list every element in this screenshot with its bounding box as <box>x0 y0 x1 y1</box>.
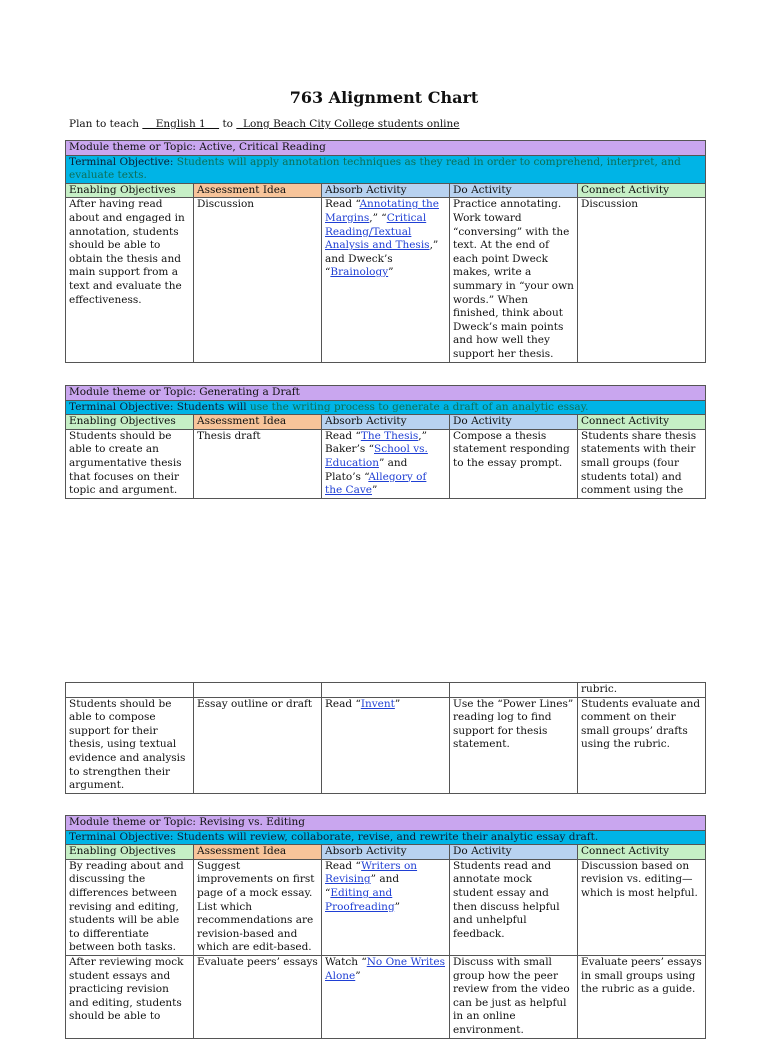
terminal-objective <box>66 400 706 415</box>
header-connect-activity: Connect Activity <box>578 845 706 860</box>
absorb-text: ,” Baker’s “ <box>325 429 427 456</box>
link-invent[interactable]: Invent <box>360 697 395 710</box>
absorb-text: Read “ <box>325 859 362 872</box>
cell-assessment: Essay outline or draft <box>194 697 322 793</box>
cell-do: Practice annotating. Work toward “conversing” with the text. At the end of each point Dweck makes, write a summary in “your own words.” When finished, think about Dweck’s main points and how well they support her thesis. <box>450 198 578 362</box>
header-do-activity: Do Activity <box>450 845 578 860</box>
cell-connect: Evaluate peers’ essays in small groups using the rubric as a guide. <box>578 955 706 1038</box>
absorb-text: ,” and Dweck’s “ <box>325 239 439 279</box>
header-enabling-objectives: Enabling Objectives <box>66 415 194 430</box>
link-brainology[interactable]: Brainology <box>330 266 389 279</box>
absorb-text: ” <box>394 697 401 710</box>
cell-objective <box>66 683 194 698</box>
module-theme: Module theme or Topic: Generating a Draft <box>66 386 706 401</box>
header-connect-activity: Connect Activity <box>578 415 706 430</box>
header-absorb-activity: Absorb Activity <box>322 415 450 430</box>
absorb-text: ” <box>371 484 378 497</box>
header-do-activity: Do Activity <box>450 183 578 198</box>
cell-absorb <box>322 429 450 498</box>
header-do-activity: Do Activity <box>450 415 578 430</box>
cell-absorb <box>322 683 450 698</box>
cell-connect: Students share thesis statements with their small groups (four students total) and comment using the <box>578 429 706 498</box>
plan-line <box>69 118 460 132</box>
absorb-text: ” <box>394 900 401 913</box>
cell-assessment <box>194 683 322 698</box>
plan-audience: Long Beach City College students online <box>236 118 460 130</box>
terminal-objective-label: Terminal Objective: Students will <box>69 400 247 413</box>
link-writers-on-revising[interactable]: Writers on Revising <box>325 859 418 886</box>
cell-do: Use the “Power Lines” reading log to find support for thesis statement. <box>450 697 578 793</box>
cell-do: Students read and annotate mock student essay and then discuss helpful and unhelpful feedback. <box>450 859 578 955</box>
cell-objective: By reading about and discussing the differences between revising and editing, students will be able to differentiate between both tasks. <box>66 859 194 955</box>
cell-objective: Students should be able to create an argumentative thesis that focuses on their topic and argument. <box>66 429 194 498</box>
module-table-generating-draft <box>65 385 706 499</box>
header-assessment-idea: Assessment Idea <box>194 845 322 860</box>
absorb-text: Watch “ <box>325 955 367 968</box>
header-connect-activity: Connect Activity <box>578 183 706 198</box>
cell-objective: Students should be able to compose support for their thesis, using textual evidence and analysis to strengthen their argument. <box>66 697 194 793</box>
cell-connect: Discussion <box>578 198 706 362</box>
cell-connect: Students evaluate and comment on their small groups’ drafts using the rubric. <box>578 697 706 793</box>
absorb-text: ” and “ <box>325 873 400 899</box>
cell-do <box>450 683 578 698</box>
plan-to: to <box>222 118 233 130</box>
link-allegory-of-the-cave[interactable]: Allegory of the Cave <box>325 470 427 497</box>
absorb-text: ,” “ <box>369 211 387 224</box>
cell-absorb <box>322 198 450 362</box>
link-no-one-writes-alone[interactable]: No One Writes Alone <box>325 955 446 982</box>
module-table-generating-draft-continued <box>65 682 706 794</box>
absorb-text: Read “ <box>325 429 361 442</box>
link-critical-reading[interactable]: Critical Reading/Textual Analysis and Thesis <box>325 211 430 252</box>
cell-connect: Discussion based on revision vs. editing—which is most helpful. <box>578 859 706 955</box>
absorb-text: ” <box>388 266 394 279</box>
terminal-objective-label: Terminal Objective: Students will review, collaborate, revise, and rewrite their analytic essay draft. <box>69 830 599 843</box>
header-absorb-activity: Absorb Activity <box>322 183 450 198</box>
cell-do: Compose a thesis statement responding to the essay prompt. <box>450 429 578 498</box>
terminal-objective-text: use the writing process to generate a draft of an analytic essay. <box>246 400 589 413</box>
plan-course: English 1 <box>142 118 220 130</box>
terminal-objective <box>66 155 706 183</box>
document-title: 763 Alignment Chart <box>289 88 479 107</box>
cell-absorb <box>322 955 450 1038</box>
link-editing-and-proofreading[interactable]: Editing and Proofreading <box>325 886 395 913</box>
cell-do: Discuss with small group how the peer review from the video can be just as helpful in an online environment. <box>450 955 578 1038</box>
cell-objective: After having read about and engaged in annotation, students should be able to obtain the thesis and main support from a text and evaluate the effectiveness. <box>66 198 194 362</box>
terminal-objective-text: Students will apply annotation techniques as they read in order to comprehend, interpret, and evaluate texts. <box>69 155 681 182</box>
module-table-active-reading <box>65 140 706 363</box>
cell-assessment: Evaluate peers’ essays <box>194 955 322 1038</box>
absorb-text: ” <box>355 969 361 982</box>
cell-assessment: Discussion <box>194 198 322 362</box>
cell-absorb <box>322 859 450 955</box>
cell-objective: After reviewing mock student essays and practicing revision and editing, students should be able to <box>66 955 194 1038</box>
module-table-revising-editing <box>65 815 706 1039</box>
header-assessment-idea: Assessment Idea <box>194 415 322 430</box>
module-theme: Module theme or Topic: Active, Critical Reading <box>66 141 706 156</box>
terminal-objective-label: Terminal Objective: <box>69 155 174 168</box>
absorb-text: Read “ <box>325 198 360 211</box>
module-theme: Module theme or Topic: Revising vs. Editing <box>66 816 706 831</box>
plan-prefix: Plan to teach <box>69 118 139 130</box>
link-the-thesis[interactable]: The Thesis <box>360 429 419 442</box>
cell-connect: rubric. <box>578 683 706 698</box>
header-enabling-objectives: Enabling Objectives <box>66 183 194 198</box>
absorb-text: Read “ <box>325 697 361 710</box>
header-assessment-idea: Assessment Idea <box>194 183 322 198</box>
absorb-text: ” and Plato’s “ <box>325 456 408 483</box>
link-school-vs-education[interactable]: School vs. Education <box>325 443 428 469</box>
cell-absorb <box>322 697 450 793</box>
link-annotating-margins[interactable]: Annotating the Margins <box>325 198 439 224</box>
cell-assessment: Thesis draft <box>194 429 322 498</box>
cell-assessment: Suggest improvements on first page of a mock essay. List which recommendations are revision-based and which are edit-based. <box>194 859 322 955</box>
header-absorb-activity: Absorb Activity <box>322 845 450 860</box>
header-enabling-objectives: Enabling Objectives <box>66 845 194 860</box>
terminal-objective <box>66 830 706 845</box>
